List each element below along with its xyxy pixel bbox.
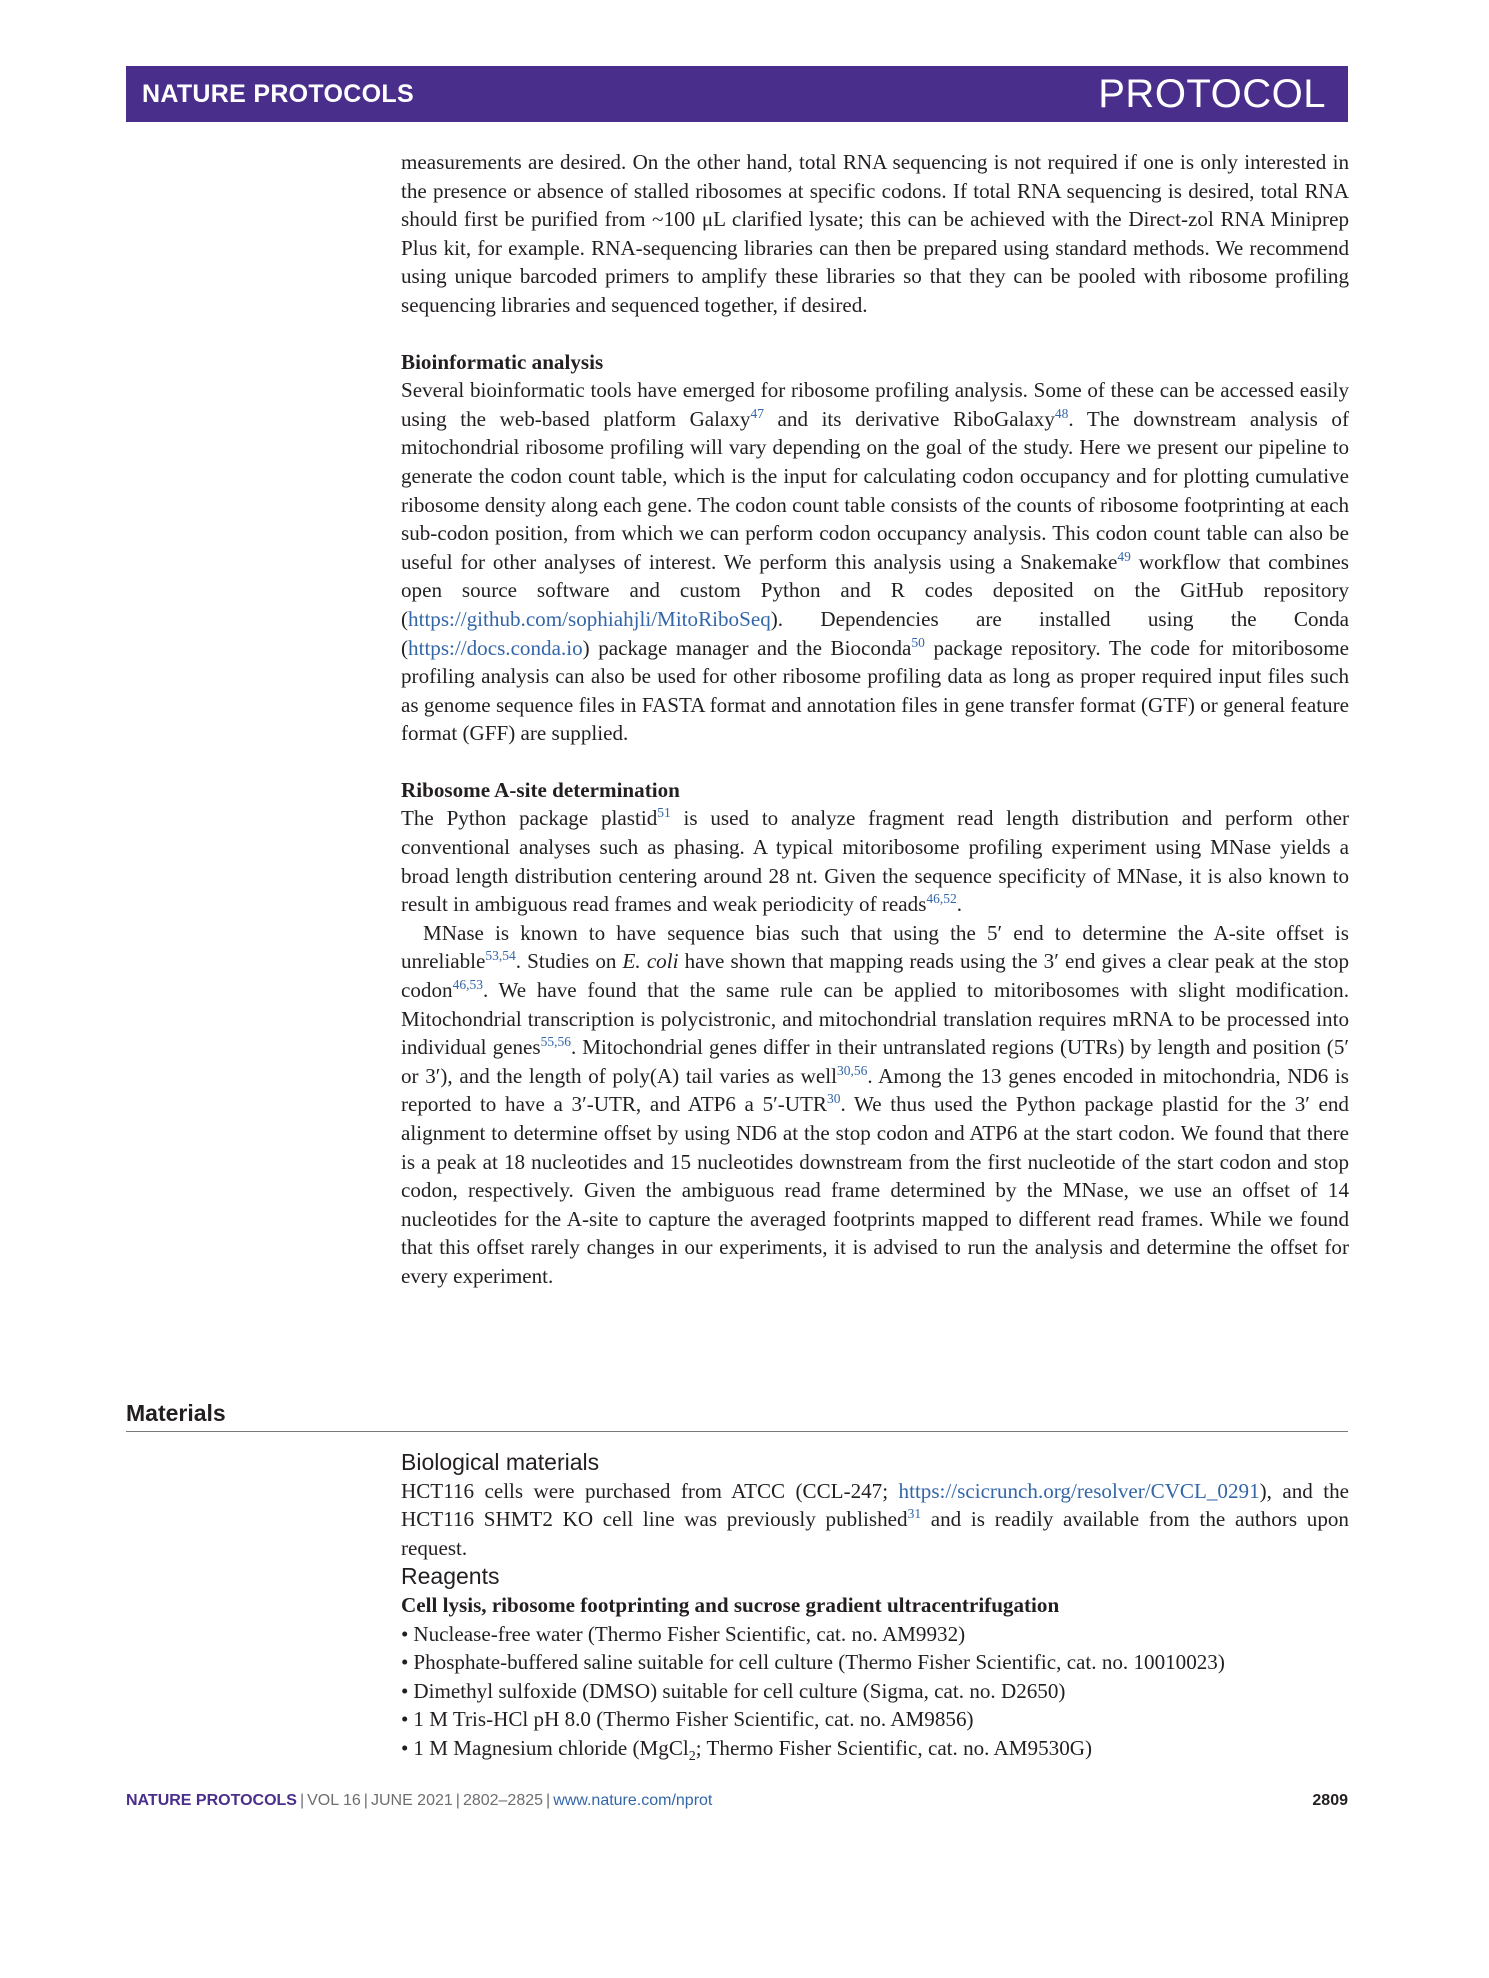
footer-pages: 2802–2825 [462, 1792, 544, 1809]
text-run: . [956, 892, 963, 917]
text-run: ), and the HCT116 SHMT2 KO cell line was previously published [401, 1478, 1350, 1532]
species-name: E. coli [622, 949, 679, 974]
citation-ref[interactable]: 46,52 [926, 891, 957, 907]
footer-separator: | [455, 1792, 460, 1809]
footer-separator: | [546, 1792, 551, 1809]
citation-ref[interactable]: 51 [657, 805, 671, 821]
reagent-item: • Phosphate-buffered saline suitable for cell culture (Thermo Fisher Scientific, cat. no. 10010023) [401, 1648, 1349, 1677]
footer-date: JUNE 2021 [370, 1792, 453, 1809]
text-run: workflow that combines open source software and custom Python and R codes deposited on the GitHub repository ( [401, 549, 1349, 631]
text-run: . Mitochondrial genes differ in their untranslated regions (UTRs) by length and position (5′ or 3′), and the length of poly(A) tail varies as well [401, 1035, 1349, 1088]
citation-ref[interactable]: 30 [826, 1091, 841, 1107]
biological-materials-heading: Biological materials [401, 1449, 600, 1475]
scicrunch-link[interactable]: https://scicrunch.org/resolver/CVCL_0291 [898, 1478, 1260, 1503]
text-run: 1 M Magnesium chloride (MgCl [413, 1735, 689, 1760]
journal-name: NATURE PROTOCOLS [142, 80, 414, 108]
bioinformatic-section [401, 348, 1349, 748]
citation-ref[interactable]: 50 [911, 634, 925, 650]
article-type: PROTOCOL [1098, 72, 1326, 116]
text-run: HCT116 cells were purchased from ATCC (CCL-247; [401, 1478, 899, 1503]
main-column [401, 148, 1349, 1291]
footer-volume: VOL 16 [307, 1792, 361, 1809]
asite-paragraph-2 [401, 919, 1349, 1291]
reagents-heading: Reagents [401, 1563, 500, 1590]
citation-ref[interactable]: 47 [750, 405, 764, 421]
text-run: and its derivative RiboGalaxy [763, 406, 1055, 431]
footer-separator: | [299, 1792, 305, 1809]
citation-ref[interactable]: 31 [907, 1506, 922, 1522]
subscript: 2 [688, 1749, 696, 1765]
page-footer [126, 1792, 1348, 1810]
citation-ref[interactable]: 55,56 [540, 1034, 571, 1050]
footer-url-link[interactable]: www.nature.com/nprot [553, 1792, 713, 1809]
biological-materials-paragraph [401, 1477, 1349, 1563]
citation-ref[interactable]: 46,53 [452, 977, 483, 993]
text-run: The Python package plastid [401, 806, 658, 831]
text-run: and is readily available from the authors upon request. [401, 1507, 1349, 1560]
bioinformatic-heading: Bioinformatic analysis [401, 349, 604, 374]
text-run: . The downstream analysis of mitochondrial ribosome profiling will vary depending on the goal of the study. Here we present our pipeline to generate the codon count table, which is the input for calculating codon occupancy and for plotting cumulative ribosome density along each gene. The codon count table consists of the counts of ribosome footprinting at each sub-codon position, from which we can perform codon occupancy analysis. This codon count table can also be useful for other analyses of interest. We perform this analysis using a Snakemake [401, 406, 1349, 574]
text-run: is used to analyze fragment read length distribution and perform other conventional analyses such as phasing. A typical mitoribosome profiling experiment using MNase yields a broad length distribution centering around 28 nt. Given the sequence specificity of MNase, it is also known to result in ambiguous read frames and weak periodicity of reads [401, 806, 1349, 917]
page-number: 2809 [1312, 1792, 1348, 1809]
text-run: ; Thermo Fisher Scientific, cat. no. AM9530G) [695, 1735, 1092, 1760]
citation-ref[interactable]: 30,56 [837, 1062, 868, 1078]
citation-ref[interactable]: 49 [1117, 548, 1131, 564]
github-link[interactable]: https://github.com/sophiahjli/MitoRiboSeq [408, 606, 771, 631]
text-run: . We thus used the Python package plastid for the 3′ end alignment to determine offset by using ND6 at the stop codon and ATP6 at the start codon. We found that there is a peak at 18 nucleotides and 15 nucleotides downstream from the first nucleotide of the start codon and stop codon, respectively. Given the ambiguous read frame determined by the MNase, we use an offset of 14 nucleotides for the A-site to capture the averaged footprints mapped to different read frames. While we found that this offset rarely changes in our experiments, it is advised to run the analysis and determine the offset for every experiment. [401, 1092, 1349, 1288]
reagents-subheading: Cell lysis, ribosome footprinting and sucrose gradient ultracentrifugation [401, 1592, 1060, 1617]
footer-separator: | [363, 1792, 368, 1809]
bioinformatic-paragraph [401, 376, 1349, 748]
text-run: have shown that mapping reads using the 3′ end gives a clear peak at the stop codon [401, 949, 1350, 1003]
text-run: . Studies on [515, 949, 623, 974]
materials-column [401, 1448, 1349, 1772]
reagent-item [401, 1734, 1349, 1772]
text-run: MNase is known to have sequence bias such that using the 5′ end to determine the A-site offset is unreliable [401, 920, 1349, 974]
citation-ref[interactable]: 53,54 [485, 948, 516, 964]
reagent-item: • Dimethyl sulfoxide (DMSO) suitable for cell culture (Sigma, cat. no. D2650) [401, 1677, 1349, 1706]
journal-header-bar [126, 66, 1348, 122]
asite-paragraph-1 [401, 804, 1349, 918]
conda-link[interactable]: https://docs.conda.io [408, 635, 583, 660]
text-run: . We have found that the same rule can be applied to mitoribosomes with slight modification. Mitochondrial transcription is polycistronic, and mitochondrial translation requires mRNA to be processed into individual genes [401, 978, 1349, 1060]
reagent-item: • 1 M Tris-HCl pH 8.0 (Thermo Fisher Scientific, cat. no. AM9856) [401, 1705, 1349, 1734]
reagent-item: • Nuclease-free water (Thermo Fisher Scientific, cat. no. AM9932) [401, 1620, 1349, 1649]
text-run: . Among the 13 genes encoded in mitochondria, ND6 is reported to have a 3′-UTR, and ATP6 a 5′-UTR [401, 1063, 1349, 1117]
materials-heading: Materials [126, 1400, 1348, 1432]
text-run: ) package manager and the Bioconda [582, 635, 912, 660]
text-run: ). Dependencies are installed using the Conda ( [401, 606, 1349, 660]
asite-section [401, 776, 1349, 1291]
intro-paragraph: measurements are desired. On the other hand, total RNA sequencing is not required if one is only interested in the presence or absence of stalled ribosomes at specific codons. If total RNA sequencing is desired, total RNA should first be purified from ~100 μL clarified lysate; this can be achieved with the Direct-zol RNA Miniprep Plus kit, for example. RNA-sequencing libraries can then be prepared using standard methods. We recommend using unique barcoded primers to amplify these libraries so that they can be pooled with ribosome profiling sequencing libraries and sequenced together, if desired. [401, 150, 1349, 317]
text-run: Several bioinformatic tools have emerged for ribosome profiling analysis. Some of these can be accessed easily using the web-based platform Galaxy [401, 378, 1349, 431]
citation-ref[interactable]: 48 [1054, 405, 1069, 421]
reagent-list [401, 1620, 1349, 1772]
text-run: package repository. The code for mitoribosome profiling analysis can also be used for other ribosome profiling data as long as proper required input files such as genome sequence files in FASTA format and annotation files in gene transfer format (GTF) or general feature format (GFF) are supplied. [401, 635, 1350, 746]
footer-journal: NATURE PROTOCOLS [126, 1792, 297, 1809]
asite-heading: Ribosome A-site determination [401, 777, 680, 802]
